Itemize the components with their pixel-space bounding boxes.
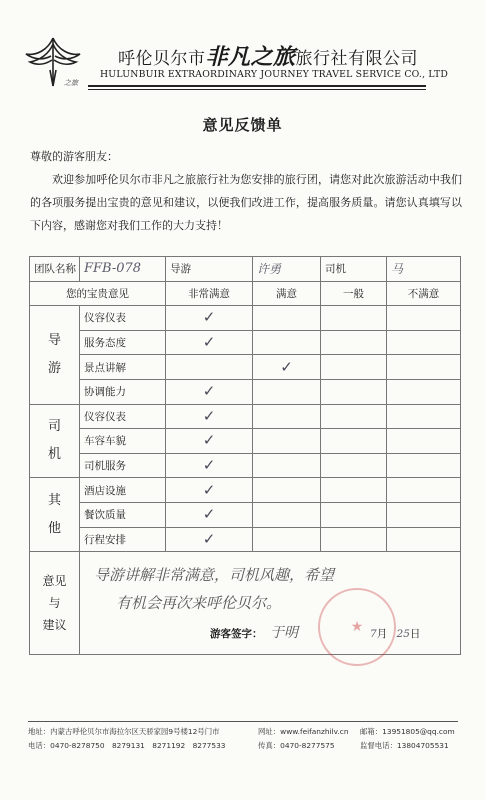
- driver-value[interactable]: 马: [387, 257, 461, 282]
- rating-row: [30, 429, 461, 454]
- footer-fax: 传真：0470-8277575: [258, 741, 335, 750]
- check-mark-icon: ✓: [202, 505, 216, 524]
- comment-line-1: 导游讲解非常满意，司机风趣，希望: [94, 566, 335, 585]
- rating-cell-satisfied[interactable]: [253, 330, 321, 355]
- rating-cell-very[interactable]: [166, 330, 253, 355]
- footer-address: 地址：内蒙古呼伦贝尔市海拉尔区天骄家园9号楼12号门市: [28, 727, 220, 736]
- rating-cell-unsatisfied[interactable]: [387, 306, 461, 331]
- rating-cell-average[interactable]: [321, 502, 387, 527]
- rating-cell-unsatisfied[interactable]: [387, 453, 461, 478]
- rating-cell-very[interactable]: [166, 355, 253, 380]
- check-mark-icon: ✓: [202, 382, 216, 401]
- rating-cell-average[interactable]: [321, 379, 387, 404]
- rating-cell-satisfied[interactable]: [253, 502, 321, 527]
- group-label: 导 游: [30, 306, 80, 404]
- rating-cell-satisfied[interactable]: [253, 453, 321, 478]
- rating-cell-unsatisfied[interactable]: [387, 478, 461, 503]
- comments-row: [30, 552, 461, 655]
- rating-cell-unsatisfied[interactable]: [387, 502, 461, 527]
- rating-cell-unsatisfied[interactable]: [387, 429, 461, 454]
- rating-row: [30, 306, 461, 331]
- item-label: 协调能力: [80, 379, 166, 404]
- group-name-label: 团队名称: [30, 257, 80, 282]
- rating-row: [30, 453, 461, 478]
- comments-label: 意见 与 建议: [30, 552, 80, 655]
- item-label: 仪容仪表: [80, 404, 166, 429]
- group-label: 其 他: [30, 478, 80, 552]
- feedback-table: [29, 256, 461, 655]
- rating-row: [30, 404, 461, 429]
- rating-cell-satisfied[interactable]: [253, 478, 321, 503]
- column-header-row: [30, 281, 461, 306]
- rating-row: [30, 355, 461, 380]
- item-label: 景点讲解: [80, 355, 166, 380]
- rating-cell-satisfied[interactable]: [253, 404, 321, 429]
- item-label: 仪容仪表: [80, 306, 166, 331]
- greeting: 尊敬的游客朋友：: [30, 150, 118, 163]
- check-mark-icon: ✓: [202, 406, 216, 425]
- info-row: [30, 257, 461, 282]
- rating-cell-satisfied[interactable]: [253, 355, 321, 380]
- guide-label: 导游: [166, 257, 253, 282]
- rating-cell-very[interactable]: [166, 478, 253, 503]
- driver-label: 司机: [321, 257, 387, 282]
- item-label: 司机服务: [80, 453, 166, 478]
- check-mark-icon: ✓: [202, 333, 216, 352]
- comments-field[interactable]: [80, 552, 461, 655]
- guide-value[interactable]: 许勇: [253, 257, 321, 282]
- check-mark-icon: ✓: [202, 480, 216, 499]
- footer-phone: 电话：0470-8278750 8279131 8271192 8277533: [28, 741, 226, 750]
- rating-cell-very[interactable]: [166, 502, 253, 527]
- rating-cell-very[interactable]: [166, 404, 253, 429]
- rating-row: [30, 379, 461, 404]
- company-name-cn: 呼伦贝尔市非凡之旅旅行社有限公司: [118, 44, 419, 70]
- footer-website[interactable]: 网址：www.feifanzhilv.cn: [258, 727, 349, 736]
- signature-label: 游客签字：: [210, 628, 263, 641]
- rating-cell-average[interactable]: [321, 527, 387, 552]
- item-label: 行程安排: [80, 527, 166, 552]
- rating-cell-average[interactable]: [321, 478, 387, 503]
- rating-cell-unsatisfied[interactable]: [387, 379, 461, 404]
- company-stamp: ★: [318, 588, 396, 666]
- form-title: 意见反馈单: [202, 116, 283, 134]
- check-mark-icon: ✓: [202, 456, 216, 475]
- rating-cell-average[interactable]: [321, 453, 387, 478]
- rating-cell-satisfied[interactable]: [253, 379, 321, 404]
- col-satisfied: 满意: [253, 281, 321, 306]
- date-day: 25: [396, 628, 410, 641]
- rating-cell-very[interactable]: [166, 306, 253, 331]
- rating-cell-average[interactable]: [321, 429, 387, 454]
- group-label: 司 机: [30, 404, 80, 478]
- rating-cell-very[interactable]: [166, 527, 253, 552]
- rating-cell-very[interactable]: [166, 379, 253, 404]
- group-name-value[interactable]: FFB-078: [80, 257, 166, 282]
- rating-cell-satisfied[interactable]: [253, 306, 321, 331]
- logo-caption: 之旅: [64, 79, 78, 87]
- footer-email[interactable]: 邮箱：13951805@qq.com: [360, 727, 455, 736]
- comment-line-2: 有机会再次来呼伦贝尔。: [116, 594, 282, 613]
- col-unsatisfied: 不满意: [387, 281, 461, 306]
- check-mark-icon: ✓: [202, 529, 216, 548]
- item-label: 服务态度: [80, 330, 166, 355]
- company-name-en: HULUNBUIR EXTRAORDINARY JOURNEY TRAVEL SERVICE CO., LTD: [100, 69, 449, 80]
- date-month: 7: [370, 628, 377, 641]
- rating-cell-unsatisfied[interactable]: [387, 330, 461, 355]
- rating-cell-satisfied[interactable]: [253, 527, 321, 552]
- col-very-satisfied: 非常满意: [166, 281, 253, 306]
- rating-cell-unsatisfied[interactable]: [387, 404, 461, 429]
- col-opinion: 您的宝贵意见: [30, 281, 166, 306]
- check-mark-icon: ✓: [202, 308, 216, 327]
- check-mark-icon: ✓: [202, 431, 216, 450]
- rating-row: [30, 527, 461, 552]
- signature-value[interactable]: 于明: [270, 625, 298, 642]
- rating-cell-average[interactable]: [321, 355, 387, 380]
- rating-cell-very[interactable]: [166, 453, 253, 478]
- date-day-unit: 日: [409, 628, 421, 641]
- date-month-unit: 月: [376, 628, 388, 641]
- item-label: 车容车貌: [80, 429, 166, 454]
- item-label: 餐饮质量: [80, 502, 166, 527]
- rating-row: [30, 330, 461, 355]
- rating-cell-very[interactable]: [166, 429, 253, 454]
- rating-cell-unsatisfied[interactable]: [387, 527, 461, 552]
- rating-cell-average[interactable]: [321, 330, 387, 355]
- item-label: 酒店设施: [80, 478, 166, 503]
- rating-cell-satisfied[interactable]: [253, 429, 321, 454]
- header-rule-thin: [88, 89, 426, 90]
- check-mark-icon: ✓: [280, 357, 293, 376]
- header-rule: [88, 85, 426, 87]
- footer-rule: [28, 721, 458, 722]
- rating-row: [30, 502, 461, 527]
- rating-cell-average[interactable]: [321, 404, 387, 429]
- intro-paragraph: 欢迎参加呼伦贝尔市非凡之旅旅行社为您安排的旅行团，请您对此次旅游活动中我们的各项服务提出宝贵的意见和建议，以便我们改进工作，提高服务质量。请您认真填写以下内容，感谢您对我们工作的大力支持！: [30, 173, 462, 232]
- rating-cell-average[interactable]: [321, 306, 387, 331]
- rating-row: [30, 478, 461, 503]
- footer-complaint: 监督电话：13804705531: [360, 741, 449, 750]
- rating-cell-unsatisfied[interactable]: [387, 355, 461, 380]
- col-average: 一般: [321, 281, 387, 306]
